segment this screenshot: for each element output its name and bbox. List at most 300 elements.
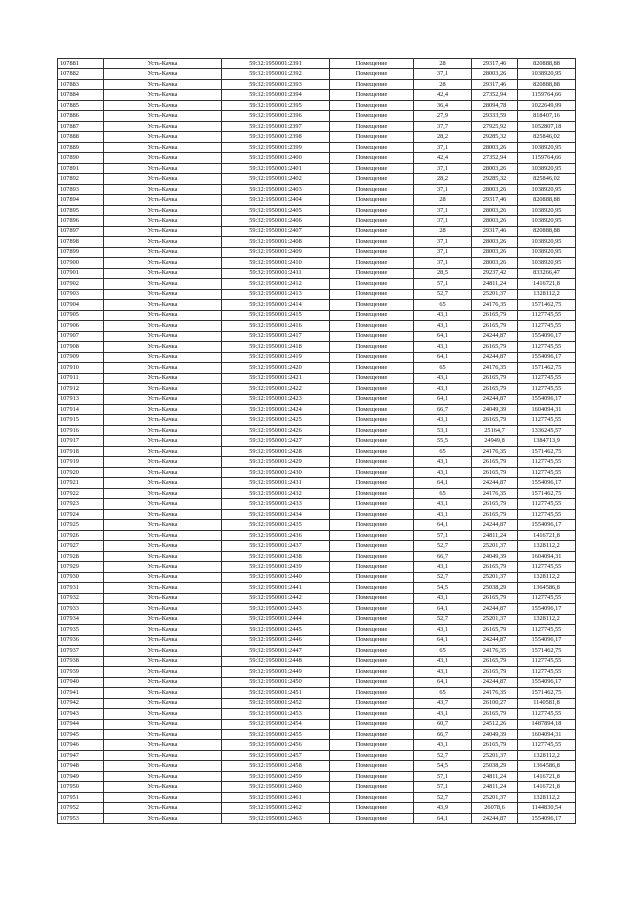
table-row <box>58 310 576 320</box>
cadastral-value-cell: 1127745,55 <box>518 415 576 425</box>
area-cell: 37,1 <box>414 184 472 194</box>
table-row <box>58 457 576 467</box>
table-row <box>58 562 576 572</box>
row-number-cell: 107922 <box>58 488 104 498</box>
cadastral-number-cell: 59:32:1950001:2415 <box>222 310 330 320</box>
cadastral-value-cell: 1571462,75 <box>518 488 576 498</box>
cadastral-number-cell: 59:32:1950001:2421 <box>222 373 330 383</box>
locality-cell: Усть-Качка <box>104 226 222 236</box>
unit-value-cell: 27925,92 <box>472 121 518 131</box>
row-number-cell: 107930 <box>58 572 104 582</box>
object-type-cell: Помещение <box>330 740 414 750</box>
table-row <box>58 216 576 226</box>
cadastral-value-cell: 1127745,55 <box>518 373 576 383</box>
locality-cell: Усть-Качка <box>104 467 222 477</box>
locality-cell: Усть-Качка <box>104 457 222 467</box>
table-row <box>58 404 576 414</box>
area-cell: 43,1 <box>414 373 472 383</box>
unit-value-cell: 28003,26 <box>472 237 518 247</box>
row-number-cell: 107911 <box>58 373 104 383</box>
object-type-cell: Помещение <box>330 761 414 771</box>
table-row <box>58 509 576 519</box>
cadastral-number-cell: 59:32:1950001:2417 <box>222 331 330 341</box>
unit-value-cell: 29317,46 <box>472 195 518 205</box>
cadastral-value-cell: 1127745,55 <box>518 467 576 477</box>
cadastral-number-cell: 59:32:1950001:2453 <box>222 709 330 719</box>
row-number-cell: 107906 <box>58 321 104 331</box>
area-cell: 64,1 <box>414 352 472 362</box>
table-row <box>58 635 576 645</box>
unit-value-cell: 24244,87 <box>472 635 518 645</box>
area-cell: 43,1 <box>414 625 472 635</box>
unit-value-cell: 26165,79 <box>472 499 518 509</box>
cadastral-number-cell: 59:32:1950001:2419 <box>222 352 330 362</box>
cadastral-value-cell: 1038920,95 <box>518 184 576 194</box>
locality-cell: Усть-Качка <box>104 415 222 425</box>
locality-cell: Усть-Качка <box>104 677 222 687</box>
area-cell: 66,7 <box>414 551 472 561</box>
row-number-cell: 107936 <box>58 635 104 645</box>
cadastral-number-cell: 59:32:1950001:2392 <box>222 69 330 79</box>
table-row <box>58 142 576 152</box>
row-number-cell: 107900 <box>58 258 104 268</box>
area-cell: 52,7 <box>414 614 472 624</box>
area-cell: 64,1 <box>414 635 472 645</box>
locality-cell: Усть-Качка <box>104 79 222 89</box>
cadastral-number-cell: 59:32:1950001:2411 <box>222 268 330 278</box>
locality-cell: Усть-Качка <box>104 289 222 299</box>
row-number-cell: 107891 <box>58 163 104 173</box>
table-row <box>58 614 576 624</box>
object-type-cell: Помещение <box>330 352 414 362</box>
cadastral-number-cell: 59:32:1950001:2394 <box>222 90 330 100</box>
cadastral-number-cell: 59:32:1950001:2432 <box>222 488 330 498</box>
unit-value-cell: 24244,87 <box>472 520 518 530</box>
area-cell: 64,1 <box>414 331 472 341</box>
cadastral-number-cell: 59:32:1950001:2448 <box>222 656 330 666</box>
cadastral-value-cell: 818407,16 <box>518 111 576 121</box>
unit-value-cell: 24176,35 <box>472 646 518 656</box>
cadastral-number-cell: 59:32:1950001:2398 <box>222 132 330 142</box>
locality-cell: Усть-Качка <box>104 331 222 341</box>
row-number-cell: 107945 <box>58 730 104 740</box>
unit-value-cell: 26165,79 <box>472 562 518 572</box>
unit-value-cell: 28003,26 <box>472 184 518 194</box>
unit-value-cell: 24049,39 <box>472 730 518 740</box>
unit-value-cell: 29333,59 <box>472 111 518 121</box>
area-cell: 37,1 <box>414 247 472 257</box>
cadastral-number-cell: 59:32:1950001:2424 <box>222 404 330 414</box>
cadastral-number-cell: 59:32:1950001:2452 <box>222 698 330 708</box>
area-cell: 43,1 <box>414 321 472 331</box>
row-number-cell: 107926 <box>58 530 104 540</box>
row-number-cell: 107943 <box>58 709 104 719</box>
object-type-cell: Помещение <box>330 646 414 656</box>
cadastral-number-cell: 59:32:1950001:2393 <box>222 79 330 89</box>
locality-cell: Усть-Качка <box>104 740 222 750</box>
object-type-cell: Помещение <box>330 562 414 572</box>
object-type-cell: Помещение <box>330 457 414 467</box>
cadastral-number-cell: 59:32:1950001:2400 <box>222 153 330 163</box>
row-number-cell: 107901 <box>58 268 104 278</box>
locality-cell: Усть-Качка <box>104 813 222 823</box>
table-row <box>58 604 576 614</box>
row-number-cell: 107939 <box>58 667 104 677</box>
row-number-cell: 107890 <box>58 153 104 163</box>
object-type-cell: Помещение <box>330 258 414 268</box>
area-cell: 37,1 <box>414 205 472 215</box>
unit-value-cell: 24949,8 <box>472 436 518 446</box>
area-cell: 53,1 <box>414 425 472 435</box>
cadastral-number-cell: 59:32:1950001:2406 <box>222 216 330 226</box>
cadastral-number-cell: 59:32:1950001:2420 <box>222 363 330 373</box>
area-cell: 43,1 <box>414 467 472 477</box>
table-row <box>58 153 576 163</box>
unit-value-cell: 28003,26 <box>472 142 518 152</box>
locality-cell: Усть-Качка <box>104 656 222 666</box>
cadastral-value-cell: 1127745,55 <box>518 593 576 603</box>
object-type-cell: Помещение <box>330 709 414 719</box>
row-number-cell: 107948 <box>58 761 104 771</box>
unit-value-cell: 29237,42 <box>472 268 518 278</box>
cadastral-number-cell: 59:32:1950001:2438 <box>222 551 330 561</box>
object-type-cell: Помещение <box>330 593 414 603</box>
row-number-cell: 107889 <box>58 142 104 152</box>
table-row <box>58 541 576 551</box>
object-type-cell: Помещение <box>330 342 414 352</box>
cadastral-value-cell: 1127745,55 <box>518 667 576 677</box>
cadastral-value-cell: 1038920,95 <box>518 163 576 173</box>
area-cell: 28,2 <box>414 132 472 142</box>
table-row <box>58 593 576 603</box>
table-row <box>58 698 576 708</box>
cadastral-value-cell: 1144830,54 <box>518 803 576 813</box>
table-row <box>58 771 576 781</box>
area-cell: 65 <box>414 300 472 310</box>
table-row <box>58 425 576 435</box>
unit-value-cell: 26165,79 <box>472 667 518 677</box>
object-type-cell: Помещение <box>330 782 414 792</box>
object-type-cell: Помещение <box>330 237 414 247</box>
row-number-cell: 107923 <box>58 499 104 509</box>
unit-value-cell: 26165,79 <box>472 509 518 519</box>
table-row <box>58 656 576 666</box>
locality-cell: Усть-Качка <box>104 803 222 813</box>
object-type-cell: Помещение <box>330 310 414 320</box>
cadastral-number-cell: 59:32:1950001:2449 <box>222 667 330 677</box>
cadastral-number-cell: 59:32:1950001:2399 <box>222 142 330 152</box>
table-row <box>58 100 576 110</box>
cadastral-number-cell: 59:32:1950001:2439 <box>222 562 330 572</box>
area-cell: 28,2 <box>414 174 472 184</box>
table-row <box>58 394 576 404</box>
area-cell: 43,1 <box>414 310 472 320</box>
cadastral-number-cell: 59:32:1950001:2460 <box>222 782 330 792</box>
unit-value-cell: 24244,87 <box>472 677 518 687</box>
table-row <box>58 279 576 289</box>
object-type-cell: Помещение <box>330 541 414 551</box>
cadastral-value-cell: 1416721,8 <box>518 530 576 540</box>
area-cell: 64,1 <box>414 813 472 823</box>
object-type-cell: Помещение <box>330 404 414 414</box>
unit-value-cell: 24176,35 <box>472 363 518 373</box>
object-type-cell: Помещение <box>330 478 414 488</box>
cadastral-number-cell: 59:32:1950001:2391 <box>222 59 330 69</box>
locality-cell: Усть-Качка <box>104 709 222 719</box>
locality-cell: Усть-Качка <box>104 174 222 184</box>
unit-value-cell: 26165,79 <box>472 709 518 719</box>
area-cell: 57,1 <box>414 530 472 540</box>
row-number-cell: 107909 <box>58 352 104 362</box>
area-cell: 43,1 <box>414 709 472 719</box>
cadastral-value-table <box>57 58 576 824</box>
cadastral-value-cell: 1571462,75 <box>518 446 576 456</box>
row-number-cell: 107949 <box>58 771 104 781</box>
locality-cell: Усть-Качка <box>104 247 222 257</box>
object-type-cell: Помещение <box>330 174 414 184</box>
locality-cell: Усть-Качка <box>104 530 222 540</box>
locality-cell: Усть-Качка <box>104 604 222 614</box>
area-cell: 57,1 <box>414 771 472 781</box>
unit-value-cell: 28003,26 <box>472 216 518 226</box>
object-type-cell: Помещение <box>330 656 414 666</box>
table-row <box>58 184 576 194</box>
area-cell: 64,1 <box>414 520 472 530</box>
cadastral-value-cell: 1127745,55 <box>518 342 576 352</box>
row-number-cell: 107938 <box>58 656 104 666</box>
cadastral-value-cell: 820888,88 <box>518 79 576 89</box>
area-cell: 43,9 <box>414 803 472 813</box>
cadastral-number-cell: 59:32:1950001:2410 <box>222 258 330 268</box>
unit-value-cell: 29285,32 <box>472 174 518 184</box>
cadastral-value-cell: 1038920,95 <box>518 69 576 79</box>
area-cell: 36,4 <box>414 100 472 110</box>
table-row <box>58 813 576 823</box>
area-cell: 43,7 <box>414 698 472 708</box>
cadastral-number-cell: 59:32:1950001:2461 <box>222 792 330 802</box>
area-cell: 52,7 <box>414 572 472 582</box>
row-number-cell: 107881 <box>58 59 104 69</box>
table-row <box>58 572 576 582</box>
object-type-cell: Помещение <box>330 69 414 79</box>
table-row <box>58 237 576 247</box>
locality-cell: Усть-Качка <box>104 572 222 582</box>
area-cell: 42,4 <box>414 90 472 100</box>
cadastral-number-cell: 59:32:1950001:2422 <box>222 384 330 394</box>
table-row <box>58 499 576 509</box>
row-number-cell: 107951 <box>58 792 104 802</box>
object-type-cell: Помещение <box>330 268 414 278</box>
area-cell: 43,1 <box>414 415 472 425</box>
unit-value-cell: 26165,79 <box>472 457 518 467</box>
cadastral-value-cell: 1328112,2 <box>518 572 576 582</box>
locality-cell: Усть-Качка <box>104 499 222 509</box>
table-row <box>58 247 576 257</box>
locality-cell: Усть-Качка <box>104 551 222 561</box>
locality-cell: Усть-Качка <box>104 625 222 635</box>
unit-value-cell: 29317,46 <box>472 59 518 69</box>
locality-cell: Усть-Качка <box>104 279 222 289</box>
row-number-cell: 107885 <box>58 100 104 110</box>
cadastral-number-cell: 59:32:1950001:2414 <box>222 300 330 310</box>
row-number-cell: 107929 <box>58 562 104 572</box>
cadastral-value-cell: 1038920,95 <box>518 142 576 152</box>
area-cell: 43,1 <box>414 562 472 572</box>
locality-cell: Усть-Качка <box>104 750 222 760</box>
cadastral-value-cell: 1554096,17 <box>518 635 576 645</box>
object-type-cell: Помещение <box>330 153 414 163</box>
cadastral-number-cell: 59:32:1950001:2455 <box>222 730 330 740</box>
table-row <box>58 121 576 131</box>
unit-value-cell: 26165,79 <box>472 321 518 331</box>
object-type-cell: Помещение <box>330 625 414 635</box>
cadastral-value-cell: 1554096,17 <box>518 677 576 687</box>
row-number-cell: 107896 <box>58 216 104 226</box>
object-type-cell: Помещение <box>330 321 414 331</box>
area-cell: 37,1 <box>414 258 472 268</box>
area-cell: 43,1 <box>414 384 472 394</box>
table-row <box>58 205 576 215</box>
unit-value-cell: 26165,79 <box>472 384 518 394</box>
unit-value-cell: 28003,26 <box>472 205 518 215</box>
area-cell: 43,1 <box>414 509 472 519</box>
object-type-cell: Помещение <box>330 467 414 477</box>
table-row <box>58 415 576 425</box>
cadastral-value-cell: 1604094,31 <box>518 404 576 414</box>
locality-cell: Усть-Качка <box>104 520 222 530</box>
object-type-cell: Помещение <box>330 792 414 802</box>
locality-cell: Усть-Качка <box>104 310 222 320</box>
locality-cell: Усть-Качка <box>104 352 222 362</box>
cadastral-value-cell: 1554096,17 <box>518 352 576 362</box>
locality-cell: Усть-Качка <box>104 363 222 373</box>
object-type-cell: Помещение <box>330 604 414 614</box>
locality-cell: Усть-Качка <box>104 342 222 352</box>
cadastral-number-cell: 59:32:1950001:2408 <box>222 237 330 247</box>
row-number-cell: 107925 <box>58 520 104 530</box>
area-cell: 28,5 <box>414 268 472 278</box>
row-number-cell: 107935 <box>58 625 104 635</box>
cadastral-number-cell: 59:32:1950001:2418 <box>222 342 330 352</box>
table-row <box>58 646 576 656</box>
unit-value-cell: 29317,46 <box>472 226 518 236</box>
locality-cell: Усть-Качка <box>104 163 222 173</box>
cadastral-value-cell: 1127745,55 <box>518 457 576 467</box>
area-cell: 37,7 <box>414 121 472 131</box>
cadastral-value-cell: 1038920,95 <box>518 237 576 247</box>
area-cell: 43,1 <box>414 593 472 603</box>
cadastral-number-cell: 59:32:1950001:2423 <box>222 394 330 404</box>
unit-value-cell: 24512,26 <box>472 719 518 729</box>
area-cell: 37,1 <box>414 237 472 247</box>
object-type-cell: Помещение <box>330 205 414 215</box>
object-type-cell: Помещение <box>330 363 414 373</box>
cadastral-number-cell: 59:32:1950001:2395 <box>222 100 330 110</box>
cadastral-number-cell: 59:32:1950001:2458 <box>222 761 330 771</box>
locality-cell: Усть-Качка <box>104 373 222 383</box>
unit-value-cell: 25201,37 <box>472 792 518 802</box>
area-cell: 64,1 <box>414 677 472 687</box>
cadastral-value-cell: 1554096,17 <box>518 813 576 823</box>
cadastral-number-cell: 59:32:1950001:2409 <box>222 247 330 257</box>
locality-cell: Усть-Качка <box>104 761 222 771</box>
locality-cell: Усть-Качка <box>104 719 222 729</box>
cadastral-value-cell: 1554096,17 <box>518 604 576 614</box>
area-cell: 66,7 <box>414 404 472 414</box>
locality-cell: Усть-Качка <box>104 59 222 69</box>
cadastral-value-cell: 1364586,8 <box>518 583 576 593</box>
area-cell: 54,5 <box>414 583 472 593</box>
cadastral-number-cell: 59:32:1950001:2397 <box>222 121 330 131</box>
object-type-cell: Помещение <box>330 635 414 645</box>
cadastral-number-cell: 59:32:1950001:2426 <box>222 425 330 435</box>
locality-cell: Усть-Качка <box>104 384 222 394</box>
table-row <box>58 803 576 813</box>
cadastral-value-cell: 1604094,31 <box>518 551 576 561</box>
row-number-cell: 107947 <box>58 750 104 760</box>
object-type-cell: Помещение <box>330 100 414 110</box>
row-number-cell: 107913 <box>58 394 104 404</box>
area-cell: 43,1 <box>414 667 472 677</box>
object-type-cell: Помещение <box>330 803 414 813</box>
table-row <box>58 132 576 142</box>
row-number-cell: 107916 <box>58 425 104 435</box>
locality-cell: Усть-Качка <box>104 184 222 194</box>
locality-cell: Усть-Качка <box>104 90 222 100</box>
unit-value-cell: 26165,79 <box>472 342 518 352</box>
table-row <box>58 520 576 530</box>
object-type-cell: Помещение <box>330 289 414 299</box>
row-number-cell: 107937 <box>58 646 104 656</box>
cadastral-number-cell: 59:32:1950001:2463 <box>222 813 330 823</box>
object-type-cell: Помещение <box>330 163 414 173</box>
locality-cell: Усть-Качка <box>104 593 222 603</box>
table-row <box>58 226 576 236</box>
row-number-cell: 107884 <box>58 90 104 100</box>
object-type-cell: Помещение <box>330 730 414 740</box>
table-row <box>58 551 576 561</box>
cadastral-number-cell: 59:32:1950001:2436 <box>222 530 330 540</box>
cadastral-value-cell: 1487894,18 <box>518 719 576 729</box>
object-type-cell: Помещение <box>330 771 414 781</box>
object-type-cell: Помещение <box>330 216 414 226</box>
unit-value-cell: 25164,7 <box>472 425 518 435</box>
unit-value-cell: 24049,39 <box>472 404 518 414</box>
cadastral-number-cell: 59:32:1950001:2454 <box>222 719 330 729</box>
row-number-cell: 107946 <box>58 740 104 750</box>
area-cell: 43,1 <box>414 656 472 666</box>
cadastral-number-cell: 59:32:1950001:2430 <box>222 467 330 477</box>
cadastral-value-cell: 1416721,8 <box>518 279 576 289</box>
cadastral-number-cell: 59:32:1950001:2459 <box>222 771 330 781</box>
area-cell: 57,1 <box>414 782 472 792</box>
cadastral-value-cell: 1127745,55 <box>518 310 576 320</box>
table-row <box>58 195 576 205</box>
cadastral-value-cell: 820888,88 <box>518 226 576 236</box>
table-row <box>58 111 576 121</box>
cadastral-value-cell: 1140581,8 <box>518 698 576 708</box>
object-type-cell: Помещение <box>330 195 414 205</box>
table-row <box>58 59 576 69</box>
area-cell: 28 <box>414 195 472 205</box>
locality-cell: Усть-Качка <box>104 562 222 572</box>
area-cell: 37,1 <box>414 142 472 152</box>
row-number-cell: 107905 <box>58 310 104 320</box>
unit-value-cell: 27352,94 <box>472 90 518 100</box>
row-number-cell: 107892 <box>58 174 104 184</box>
area-cell: 52,7 <box>414 792 472 802</box>
row-number-cell: 107910 <box>58 363 104 373</box>
